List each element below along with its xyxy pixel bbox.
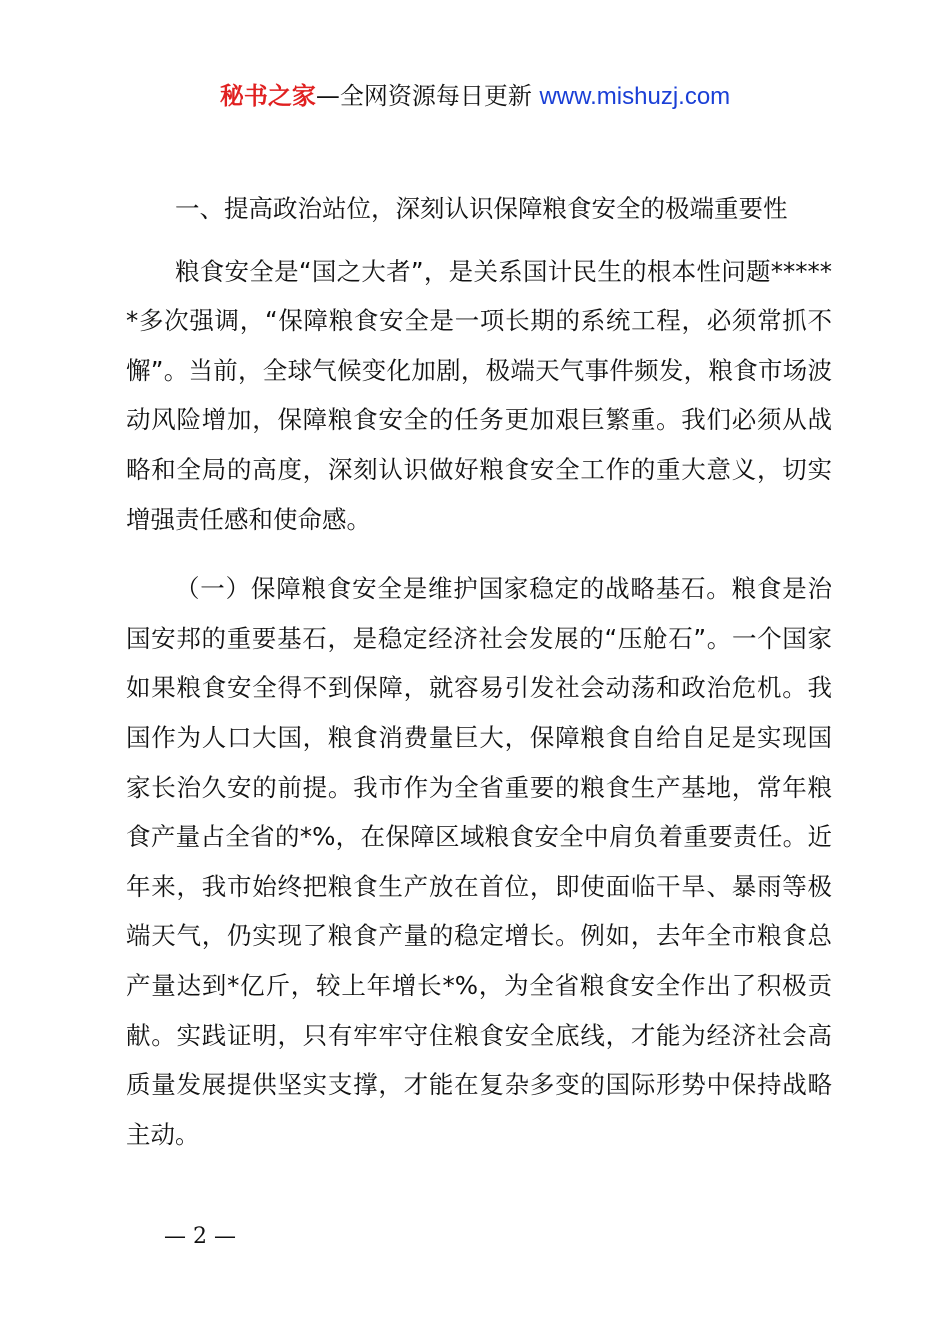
- document-header: [0, 80, 950, 113]
- header-tagline: —全网资源每日更新: [315, 82, 532, 110]
- brand-name: 秘书之家: [219, 82, 316, 110]
- section-heading: 一、提高政治站位，深刻认识保障粮食安全的极端重要性: [175, 194, 788, 223]
- document-body: [126, 184, 832, 1159]
- website-link[interactable]: www.mishuzj.com: [539, 83, 731, 110]
- page-number: — 2 —: [164, 1224, 236, 1249]
- paragraph-2: （一）保障粮食安全是维护国家稳定的战略基石。粮食是治国安邦的重要基石，是稳定经济社会发展的“压舱石”。一个国家如果粮食安全得不到保障，就容易引发社会动荡和政治危机。我国作为人口大国，粮食消费量巨大，保障粮食自给自足是实现国家长治久安的前提。我市作为全省重要的粮食生产基地，常年粮食产量占全省的*%，在保障区域粮食安全中肩负着重要责任。近年来，我市始终把粮食生产放在首位，即使面临干旱、暴雨等极端天气，仍实现了粮食产量的稳定增长。例如，去年全市粮食总产量达到*亿斤，较上年增长*%，为全省粮食安全作出了积极贡献。实践证明，只有牢牢守住粮食安全底线，才能为经济社会高质量发展提供坚实支撑，才能在复杂多变的国际形势中保持战略主动。: [126, 574, 832, 1149]
- paragraph-1: 粮食安全是“国之大者”，是关系国计民生的根本性问题******多次强调，“保障粮食安全是一项长期的系统工程，必须常抓不懈”。当前，全球气候变化加剧，极端天气事件频发，粮食市场波动风险增加，保障粮食安全的任务更加艰巨繁重。我们必须从战略和全局的高度，深刻认识做好粮食安全工作的重大意义，切实增强责任感和使命感。: [126, 256, 832, 534]
